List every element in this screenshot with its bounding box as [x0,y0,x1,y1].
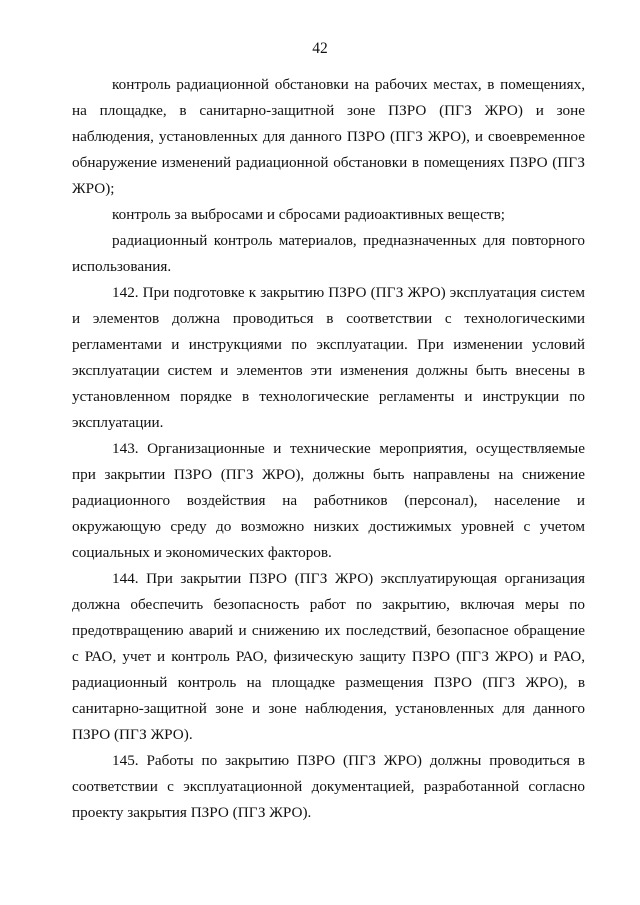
page-number: 42 [312,40,328,57]
paragraph-143: 143. Организационные и технические мероприятия, осуществляемые при закрытии ПЗРО (ПГЗ ЖРО), должны быть направлены на снижение радиационного воздействия на работников (персонал), население и окружающую среду до возможно низких достижимых уровней с учетом социальных и экономических факторов. [72,440,585,561]
paragraph-radiation-monitoring-workplaces: контроль радиационной обстановки на рабочих местах, в помещениях, на площадке, в санитарно-защитной зоне ПЗРО (ПГЗ ЖРО) и зоне наблюдения, установленных для данного ПЗРО (ПГЗ ЖРО), и своевременное обнаружение изменений радиационной обстановки в помещениях ПЗРО (ПГЗ ЖРО); [72,76,585,197]
paragraph-144: 144. При закрытии ПЗРО (ПГЗ ЖРО) эксплуатирующая организация должна обеспечить безопасность работ по закрытию, включая меры по предотвращению аварий и снижению их последствий, безопасное обращение с РАО, учет и контроль РАО, физическую защиту ПЗРО (ПГЗ ЖРО) и РАО, радиационный контроль на площадке размещения ПЗРО (ПГЗ ЖРО), в санитарно-защитной зоне и зоне наблюдения, установленных для данного ПЗРО (ПГЗ ЖРО). [72,570,585,743]
paragraph-142: 142. При подготовке к закрытию ПЗРО (ПГЗ ЖРО) эксплуатация систем и элементов должна проводиться в соответствии с технологическими регламентами и инструкциями по эксплуатации. При изменении условий эксплуатации систем и элементов эти изменения должны быть внесены в установленном порядке в технологические регламенты и инструкции по эксплуатации. [72,284,585,431]
paragraph-materials-reuse-control: радиационный контроль материалов, предназначенных для повторного использования. [72,232,585,275]
paragraph-emissions-control: контроль за выбросами и сбросами радиоактивных веществ; [112,206,505,223]
document-body [72,72,585,826]
paragraph-145: 145. Работы по закрытию ПЗРО (ПГЗ ЖРО) должны проводиться в соответствии с эксплуатационной документацией, разработанной согласно проекту закрытия ПЗРО (ПГЗ ЖРО). [72,752,585,821]
